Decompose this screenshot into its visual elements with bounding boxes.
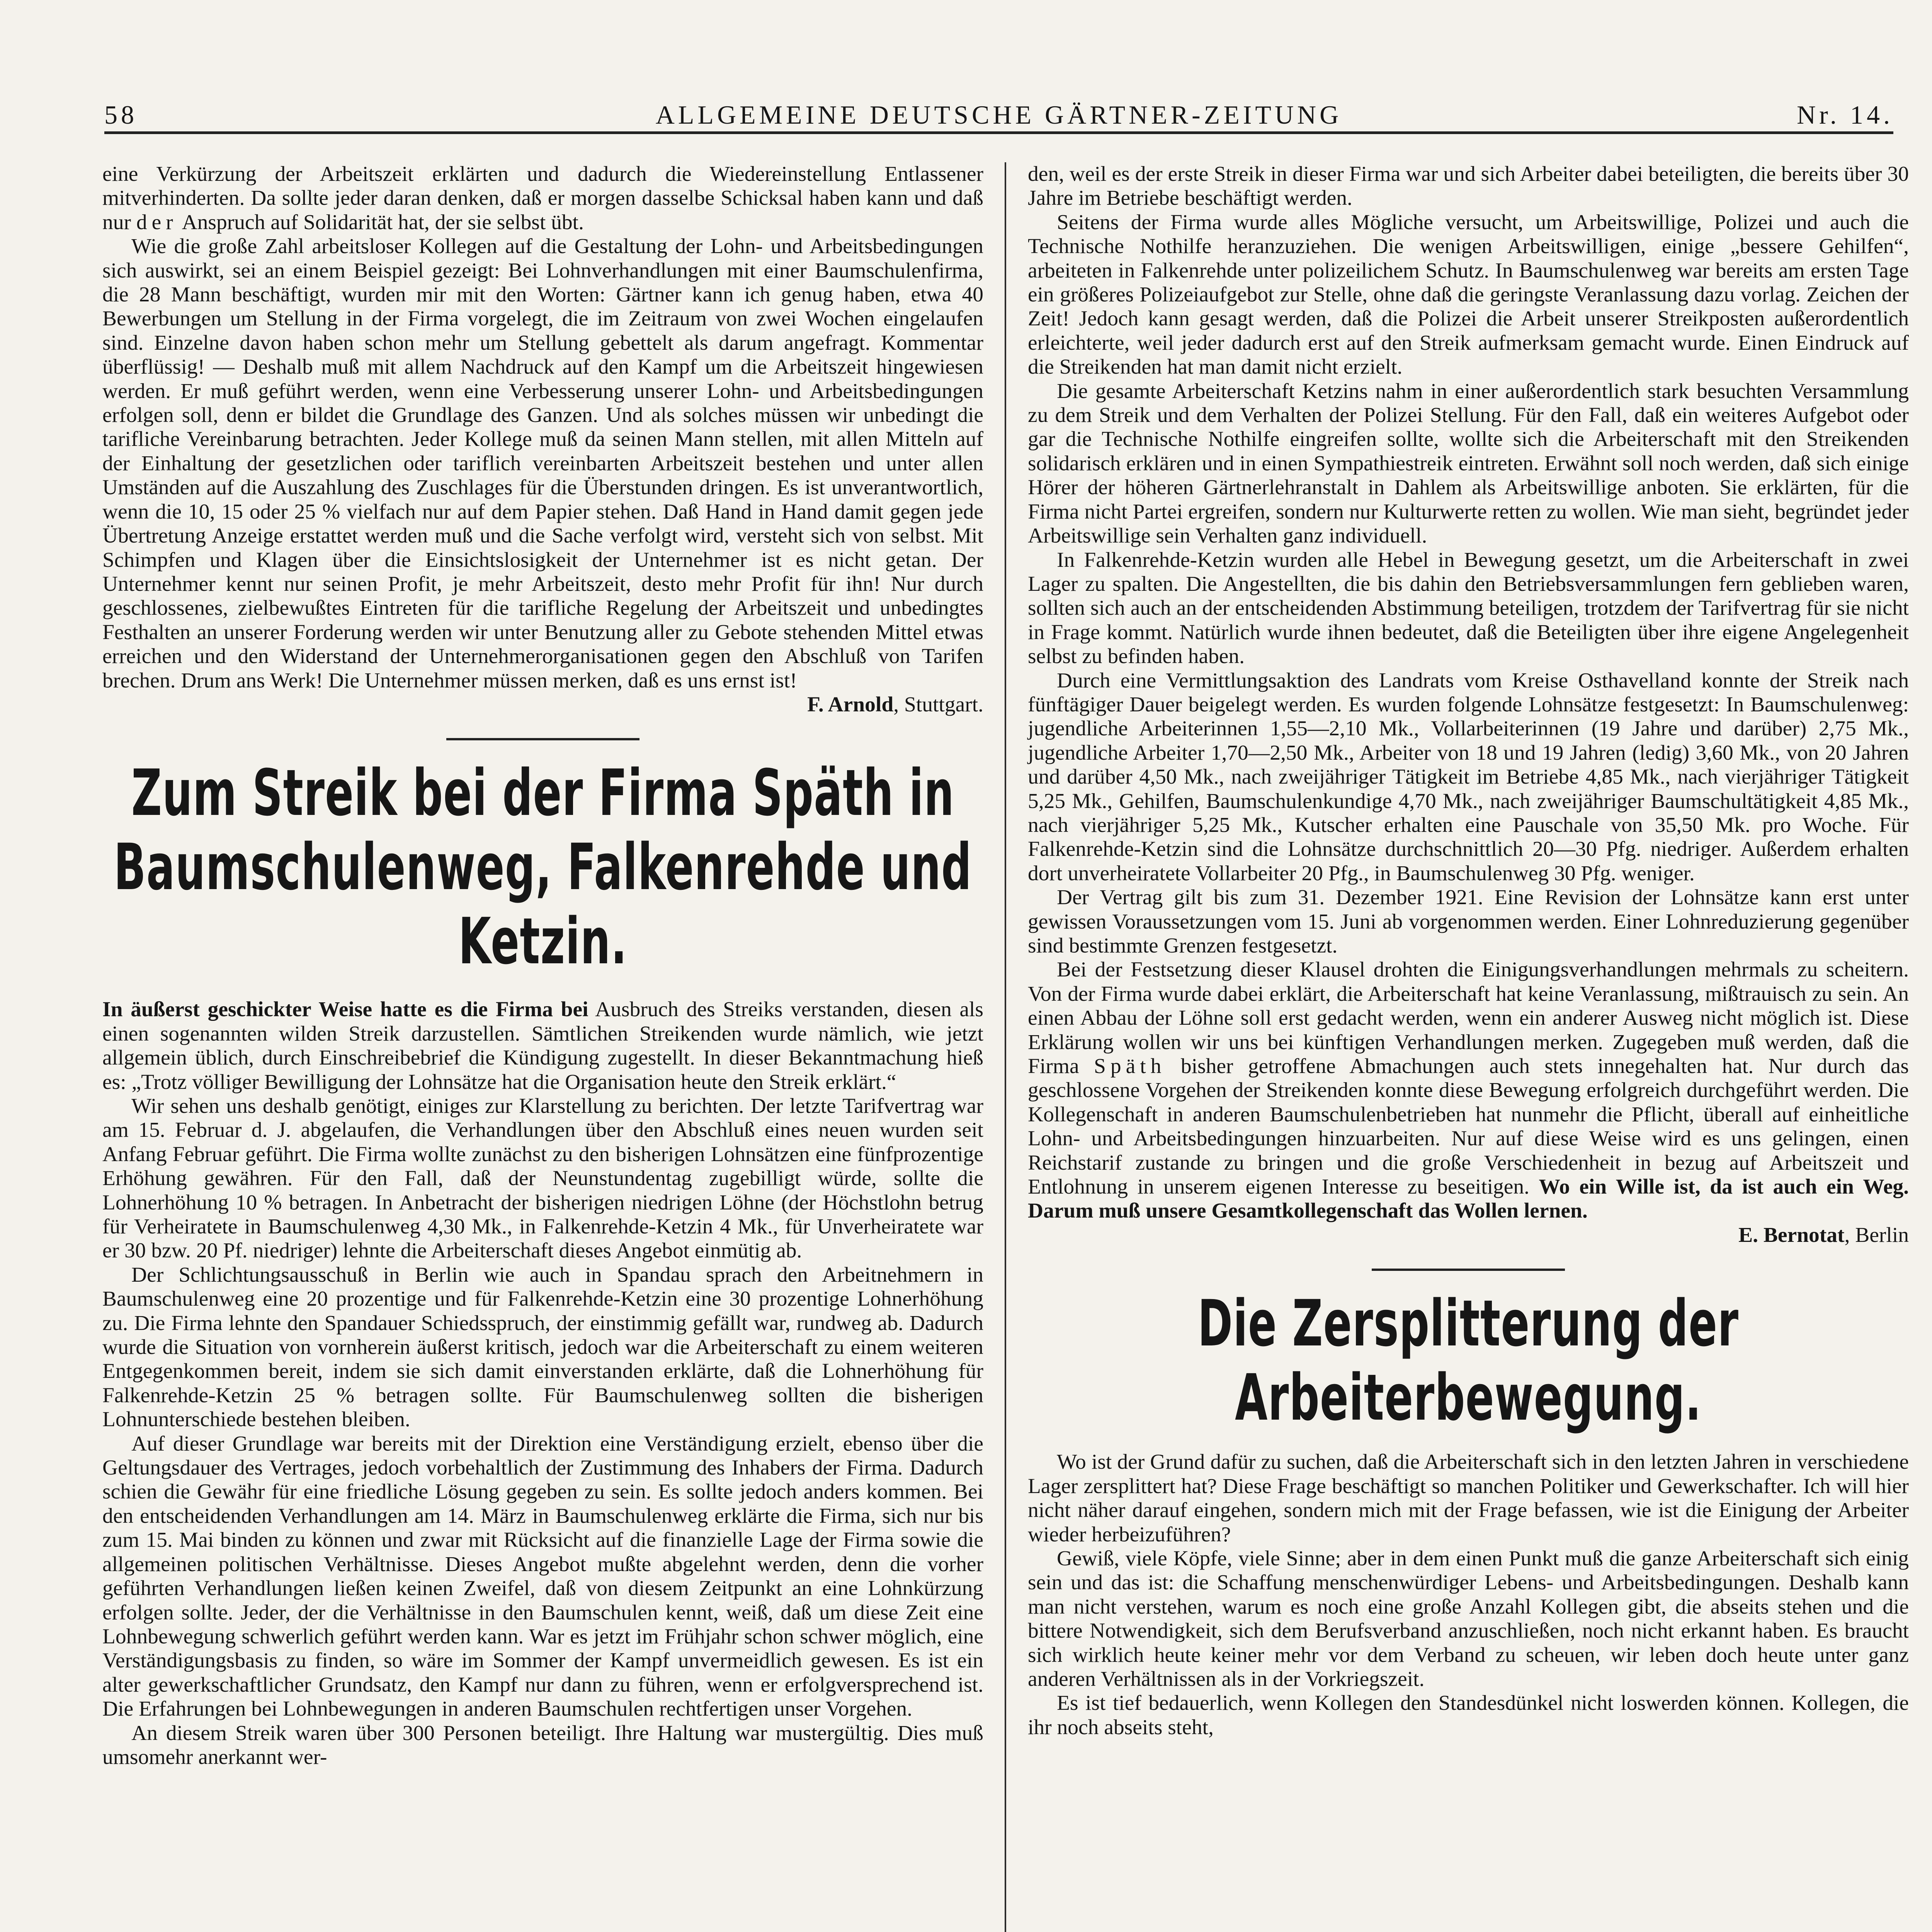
left-column xyxy=(102,162,983,1932)
author-city: , Stuttgart. xyxy=(893,692,983,716)
article1-paragraph: Wie die große Zahl arbeitsloser Kollegen auf die Gestaltung der Lohn- und Arbeitsbedingungen sich auswirkt, sei an einem Beispiel gezeigt: Bei Lohnverhandlungen mit einer Baumschulenfirma, die 28 Mann beschäftigt, wurden mir mit den Worten: Gärtner kann ich genug haben, etwa 40 Bewerbungen um Stellung in der Firma vorgelegt, die im Zeitraum von zwei Wochen eingelaufen sind. Einzelne davon haben schon mehr um Stellung gebettelt als darum angefragt. Kommentar überflüssig! — Deshalb muß mit allem Nachdruck auf den Kampf um die Arbeitszeit hingewiesen werden. Er muß geführt werden, wenn eine Verbesserung unserer Lohn- und Arbeitsbedingungen erfolgen soll, denn er bildet die Grundlage des Ganzen. Und als solches müssen wir unbedingt die tarifliche Vereinbarung betrachten. Jeder Kollege muß da seinen Mann stellen, mit allen Mitteln auf der Einhaltung der gesetzlichen oder tariflich vereinbarten Arbeitszeit bestehen und unter allen Umständen auf die Auszahlung des Zuschlages für die Überstunden dringen. Es ist unverantwortlich, wenn die 10, 15 oder 25 % vielfach nur auf dem Papier stehen. Daß Hand in Hand damit gegen jede Übertretung Anzeige erstattet werden muß und die Sache verfolgt wird, versteht sich von selbst. Mit Schimpfen und Klagen über die Einsichtslosigkeit der Unternehmer ist es nicht getan. Der Unternehmer kennt nur seinen Profit, je mehr Arbeitszeit, desto mehr Profit für ihn! Nur durch geschlossenes, zielbewußtes Eintreten für die tarifliche Regelung der Arbeitszeit und unbedingtes Festhalten an unserer Forderung werden wir unter Benutzung aller zu Gebote stehenden Mittel etwas erreichen und den Widerstand der Unternehmerorganisationen gegen den Abschluß von Tarifen brechen. Drum ans Werk! Die Unternehmer müssen merken, daß es uns ernst ist! xyxy=(102,235,983,692)
article2-paragraph: Seitens der Firma wurde alles Mögliche versucht, um Arbeitswillige, Polizei und auch die Technische Nothilfe heranzuziehen. Die wenigen Arbeitswilligen, einige „bessere Gehilfen“, arbeiteten in Falkenrehde unter polizeilichem Schutz. In Baumschulenweg war bereits am ersten Tage ein größeres Polizeiaufgebot zur Stelle, ohne daß die geringste Veranlassung dazu vorlag. Zeichen der Zeit! Jedoch kann gesagt werden, daß die Polizei die Arbeit unserer Streikposten außerordentlich erleichterte, weil jeder dadurch erst auf den Streik aufmerksam gemacht wurde. Einen Eindruck auf die Streikenden hat man damit nicht erzielt. xyxy=(1028,210,1909,379)
article2-paragraph: Der Vertrag gilt bis zum 31. Dezember 1921. Eine Revision der Lohnsätze kann erst unter gewissen Voraussetzungen vom 15. Juni ab vorgenommen werden. Einer Lohnreduzierung gegenüber sind bestimmte Grenzen festgesetzt. xyxy=(1028,886,1909,957)
running-head xyxy=(104,97,1893,134)
page-number: 58 xyxy=(104,100,138,129)
article2-paragraph: Auf dieser Grundlage war bereits mit der Direktion eine Verständigung erzielt, ebenso über die Geltungsdauer des Vertrages, jedoch vorbehaltlich der Zustimmung des Inhabers der Firma. Dadurch schien die Gewähr für eine friedliche Lösung gegeben zu sein. Es sollte jedoch anders kommen. Bei den entscheidenden Verhandlungen am 14. März in Baumschulenweg erklärte die Firma, sich nur bis zum 15. Mai binden zu können und zwar mit Rücksicht auf die finanzielle Lage der Firma sowie die allgemeinen politischen Verhältnisse. Dieses Angebot mußte abgelehnt werden, denn die vorher geführten Verhandlungen ließen keinen Zweifel, daß von diesem Zeitpunkt an eine Lohnkürzung erfolgen sollte. Jeder, der die Verhältnisse in den Baumschulen kennt, weiß, daß um diese Zeit eine Lohnbewegung schwerlich geführt werden kann. War es jetzt im Frühjahr schon schwer möglich, eine Verständigungsbasis zu finden, so wäre im Sommer der Kampf unvermeidlich gewesen. Es ist ein alter gewerkschaftlicher Grundsatz, den Kampf nur dann zu führen, wenn er erfolgversprechend ist. Die Erfahrungen bei Lohnbewegungen in anderen Baumschulen rechtfertigen unser Vorgehen. xyxy=(102,1432,983,1721)
article2-paragraph: Der Schlichtungsausschuß in Berlin wie auch in Spandau sprach den Arbeitnehmern in Baumschulenweg eine 20 prozentige und für Falkenrehde-Ketzin eine 30 prozentige Lohnerhöhung zu. Die Firma lehnte den Spandauer Schiedsspruch, der einstimmig gefällt war, rundweg ab. Dadurch wurde die Situation von vornherein äußerst kritisch, jedoch war die Arbeiterschaft zu einem weiteren Entgegenkommen bereit, indem sie sich damit einverstanden erklärte, daß die Lohnerhöhung für Falkenrehde-Ketzin 25 % betragen sollte. Für Baumschulenweg sollten die bisherigen Lohnunterschiede bestehen bleiben. xyxy=(102,1263,983,1432)
article2-paragraph: Die gesamte Arbeiterschaft Ketzins nahm in einer außerordentlich stark besuchten Versammlung zu dem Streik und dem Verhalten der Polizei Stellung. Für den Fall, daß ein weiteres Aufgebot oder gar die Technische Nothilfe eingreifen sollte, wollte sich die Arbeiterschaft mit den Streikenden solidarisch erklären und in einen Sympathiestreik eintreten. Erwähnt soll noch werden, daß sich einige Hörer der höheren Gärtnerlehranstalt in Dahlem als Arbeitswillige anboten. Sie erklärten, für die Firma nicht Partei ergreifen, sondern nur Kulturwerte retten zu wollen. Wie man sieht, begründet jeder Arbeitswillige sein Verhalten ganz individuell. xyxy=(1028,379,1909,548)
article2-paragraph: In Falkenrehde-Ketzin wurden alle Hebel in Bewegung gesetzt, um die Arbeiterschaft in zwei Lager zu spalten. Die Angestellten, die bis dahin den Betriebsversammlungen fern geblieben waren, sollten sich auch an der entscheidenden Abstimmung beteiligen, trotzdem der Tarifvertrag für sie nicht in Frage kommt. Natürlich wurde ihnen bedeutet, daß die Beteiligten über ihre eigene Angelegenheit selbst zu befinden haben. xyxy=(1028,548,1909,668)
article3-headline: Die Zersplitterung der Arbeiterbewegung. xyxy=(1197,1286,1739,1435)
article2-paragraph: Bei der Festsetzung dieser Klausel drohten die Einigungsverhandlungen mehrmals zu scheitern. Von der Firma wurde dabei erklärt, die Arbeiterschaft hat keine Veranlassung, mißtrauisch zu sein. An einen Abbau der Löhne soll erst gedacht werden, wenn ein anderer Ausweg nicht möglich ist. Diese Erklärung wollen wir uns bei künftigen Verhandlungen merken. Zugegeben muß werden, daß die Firma Späth bisher getroffene Abmachungen auch stets innegehalten hat. Nur durch das geschlossene Vorgehen der Streikenden konnte diese Bewegung erfolgreich durchgeführt werden. Die Kollegenschaft in anderen Baumschulenbetrieben hat nunmehr die Pflicht, überall auf einheitliche Lohn- und Arbeitsbedingungen hinzuarbeiten. Nur auf diese Weise wird es uns gelingen, einen Reichstarif zustande zu bringen und die große Verschiedenheit in bezug auf Arbeitszeit und Entlohnung in unserem eigenen Interesse zu beseitigen. Wo ein Wille ist, da ist auch ein Weg. Darum muß unsere Gesamtkollegenschaft das Wollen lernen. xyxy=(1028,958,1909,1223)
column-divider xyxy=(1005,162,1006,1932)
issue-number: Nr. 14. xyxy=(1797,100,1893,129)
publication-title: ALLGEMEINE DEUTSCHE GÄRTNER-ZEITUNG xyxy=(655,100,1342,129)
article-separator xyxy=(1372,1269,1565,1271)
article3-paragraph: Wo ist der Grund dafür zu suchen, daß die Arbeiterschaft sich in den letzten Jahren in verschiedene Lager zersplittert hat? Diese Frage beschäftigt so manchen Politiker und Gewerkschafter. Ich will hier nicht näher darauf eingehen, sondern mich mit der Frage befassen, wie ist die Einigung der Arbeiter wieder herbeizuführen? xyxy=(1028,1450,1909,1546)
author-name: F. Arnold xyxy=(807,692,894,716)
article2-paragraph: Durch eine Vermittlungsaktion des Landrats vom Kreise Osthavelland konnte der Streik nach fünftägiger Dauer beigelegt werden. Es wurden folgende Lohnsätze festgesetzt: In Baumschulenweg: jugendliche Arbeiterinnen 1,55—2,10 Mk., Vollarbeiterinnen (19 Jahre und darüber) 2,75 Mk., jugendliche Arbeiter 1,70—2,50 Mk., Arbeiter von 18 und 19 Jahren (ledig) 3,60 Mk., von 20 Jahren und darüber 4,50 Mk., nach zweijähriger Tätigkeit im Betriebe 4,85 Mk., nach vierjähriger Tätigkeit 5,25 Mk., Gehilfen, Baumschulenkundige 4,70 Mk., nach zweijähriger Baumschultätigkeit 4,85 Mk., nach vierjähriger 5,25 Mk., Kutscher erhalten eine Pauschale von 35,50 Mk. pro Woche. Für Falkenrehde-Ketzin sind die Lohnsätze durchschnittlich 20—30 Pfg. niedriger. Außerdem erhalten dort unverheiratete Vollarbeiter 20 Pfg., in Baumschulenweg 30 Pfg. weniger. xyxy=(1028,668,1909,885)
article-separator xyxy=(446,738,639,740)
article2-lead: In äußerst geschickter Weise hatte es die Firma bei Ausbruch des Streiks verstanden, diesen als einen sogenannten wilden Streik darzustellen. Sämtlichen Streikenden wurde nämlich, wie jetzt allgemein üblich, durch Einschreibebrief die Kündigung zugestellt. In dieser Bekanntmachung hieß es: „Trotz völliger Bewilligung der Lohnsätze hat die Organisation heute den Streik erklärt.“ xyxy=(102,998,983,1094)
author-name: E. Bernotat xyxy=(1738,1223,1845,1247)
author-city: , Berlin xyxy=(1844,1223,1909,1247)
article2-paragraph: An diesem Streik waren über 300 Personen beteiligt. Ihre Haltung war mustergültig. Dies muß umsomehr anerkannt wer- xyxy=(102,1721,983,1769)
article1-paragraph: eine Verkürzung der Arbeitszeit erklärten und dadurch die Wiedereinstellung Entlassener mitverhinderten. Da sollte jeder daran denken, daß er morgen dasselbe Schicksal haben kann und daß nur der Anspruch auf Solidarität hat, der sie selbst übt. xyxy=(102,162,983,234)
article2-signature xyxy=(1028,1223,1909,1247)
article3-paragraph: Gewiß, viele Köpfe, viele Sinne; aber in dem einen Punkt muß die ganze Arbeiterschaft sich einig sein und das ist: die Schaffung menschenwürdiger Lebens- und Arbeitsbedingungen. Deshalb kann man nicht verstehen, warum es noch eine große Anzahl Kollegen gibt, die abseits stehen und die bittere Notwendigkeit, sich dem Berufsverband anzuschließen, noch nicht erkannt haben. Es braucht sich wirklich heute keiner mehr vor dem Verband zu scheuen, wir leben doch heute unter ganz anderen Verhältnissen als in der Vorkriegszeit. xyxy=(1028,1546,1909,1691)
article1-signature xyxy=(102,693,983,717)
right-column xyxy=(1028,162,1909,1932)
article3-paragraph: Es ist tief bedauerlich, wenn Kollegen den Standesdünkel nicht loswerden können. Kollegen, die ihr noch abseits steht, xyxy=(1028,1691,1909,1739)
article2-headline: Zum Streik bei der Firma Späth in Baumschulenweg, Falkenrehde und Ketzin. xyxy=(114,756,972,979)
article2-paragraph: Wir sehen uns deshalb genötigt, einiges zur Klarstellung zu berichten. Der letzte Tarifvertrag war am 15. Februar d. J. abgelaufen, die Verhandlungen über den Abschluß eines neuen wurden seit Anfang Februar geführt. Die Firma wollte zunächst zu den bisherigen Lohnsätzen eine fünfprozentige Erhöhung gewähren. Für den Fall, daß der Neunstundentag zugebilligt würde, sollte die Lohnerhöhung 10 % betragen. In Anbetracht der bisherigen niedrigen Löhne (der Höchstlohn betrug für Verheiratete in Baumschulenweg 4,30 Mk., in Falkenrehde-Ketzin 4 Mk., für Unverheiratete war er 30 bzw. 20 Pf. niedriger) lehnte die Arbeiterschaft dieses Angebot einmütig ab. xyxy=(102,1094,983,1263)
article2-paragraph: den, weil es der erste Streik in dieser Firma war und sich Arbeiter dabei beteiligten, die bereits über 30 Jahre im Betriebe beschäftigt werden. xyxy=(1028,162,1909,210)
